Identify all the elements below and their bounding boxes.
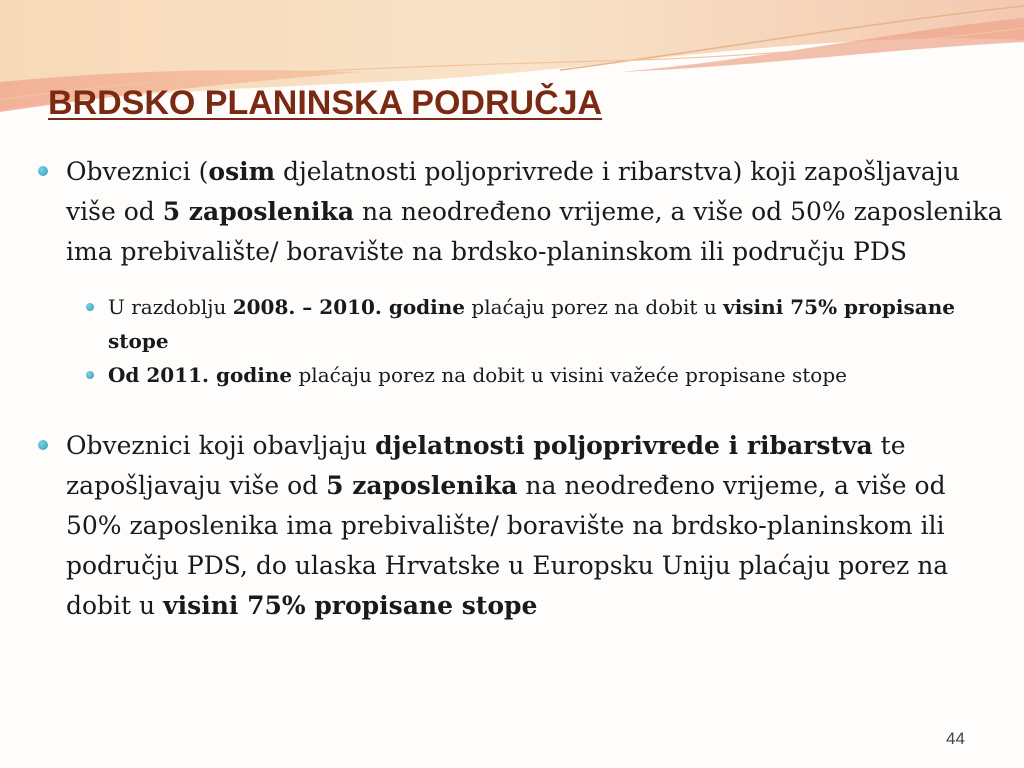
text: plaćaju porez na dobit u	[465, 295, 724, 319]
bold-text: visini 75% propisane stope	[108, 295, 955, 353]
text: te zapošljavaju više od	[66, 431, 906, 500]
bold-text: Od 2011. godine	[108, 363, 293, 387]
text: djelatnosti poljoprivrede i ribarstva) koji zapošljavaju više od	[66, 157, 960, 226]
bullet-dot-icon	[38, 166, 48, 176]
slide-title: BRDSKO PLANINSKA PODRUČJA	[48, 84, 603, 122]
bullet-item	[32, 426, 1007, 626]
bold-text: 2008. – 2010. godine	[232, 295, 466, 319]
bold-text: 5 zaposlenika	[326, 471, 518, 500]
slide-content	[32, 152, 1007, 626]
text: Obveznici (	[66, 157, 209, 186]
bullet-dot-icon	[86, 371, 94, 379]
text: na neodređeno vrijeme, a više od 50% zaposlenika ima prebivalište/ boravište na brdsko-planinskom ili području PDS	[66, 197, 1003, 266]
sub-bullet-item	[32, 290, 1007, 358]
bullet-item	[32, 152, 1007, 272]
page-number: 44	[946, 729, 965, 748]
text: plaćaju porez na dobit u visini važeće propisane stope	[292, 363, 847, 387]
bold-text: osim	[208, 157, 276, 186]
bullet-dot-icon	[86, 303, 94, 311]
sub-bullet-item	[32, 358, 1007, 392]
bold-text: djelatnosti poljoprivrede i ribarstva	[375, 431, 873, 460]
bold-text: 5 zaposlenika	[162, 197, 355, 226]
text: Obveznici koji obavljaju	[66, 431, 376, 460]
bold-text: visini 75% propisane stope	[163, 591, 538, 620]
text: na neodređeno vrijeme, a više od 50% zaposlenika ima prebivalište/ boravište na brdsko-planinskom ili području PDS, do ulaska Hrvatske u Europsku Uniju plaćaju porez na dobit u	[66, 471, 949, 620]
text: U razdoblju	[108, 295, 233, 319]
bullet-dot-icon	[38, 440, 48, 450]
